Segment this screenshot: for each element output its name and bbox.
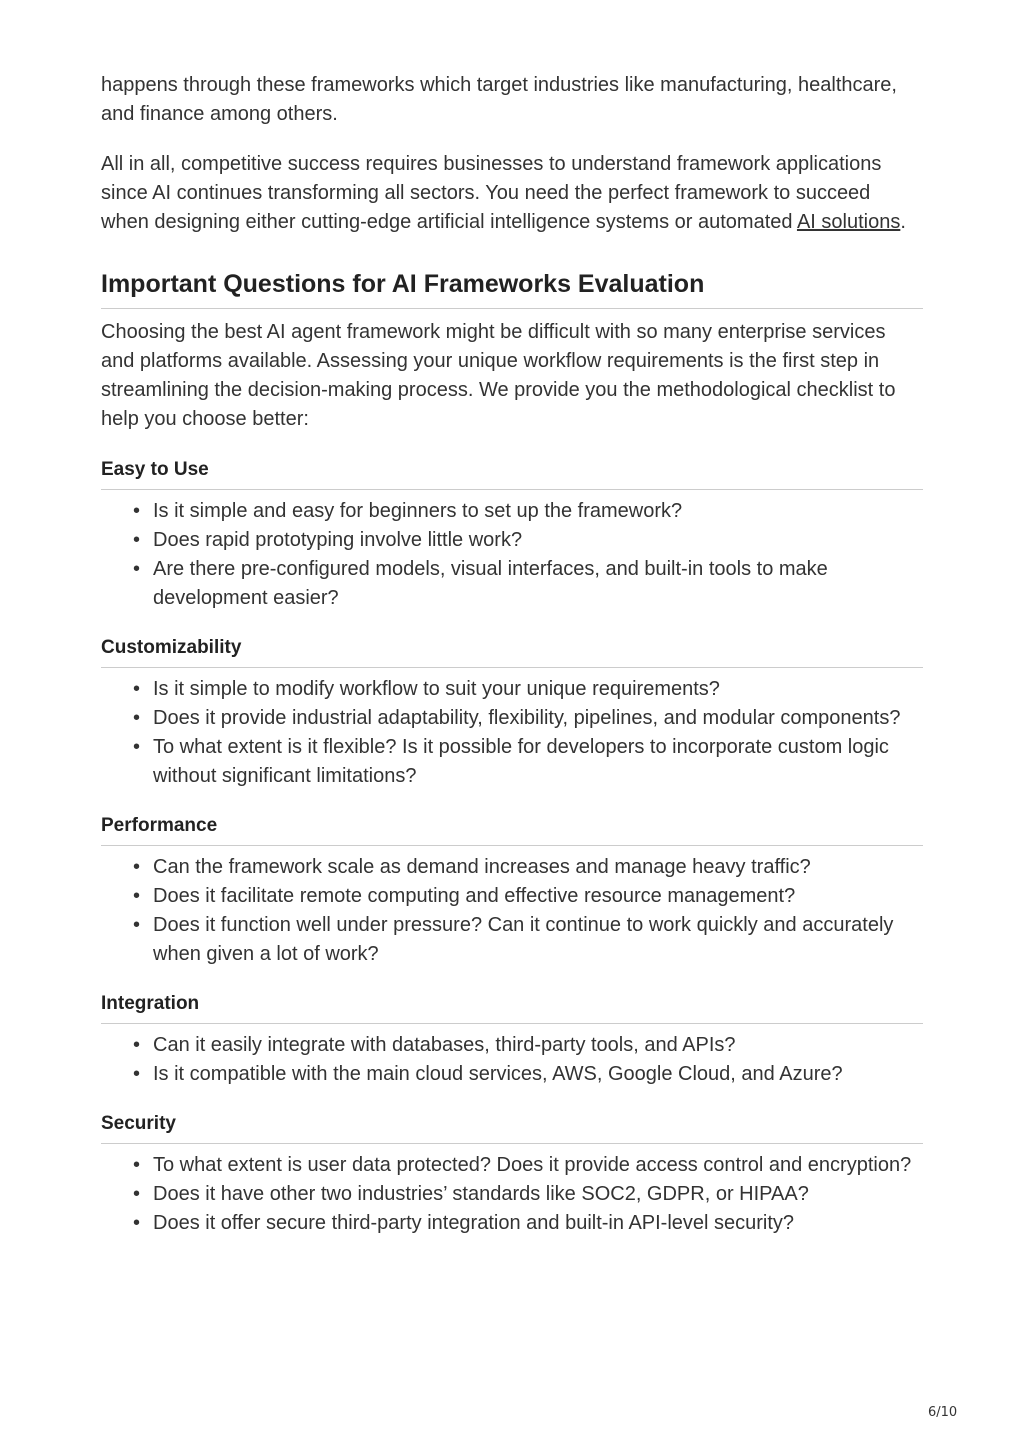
- list-item: • Can it easily integrate with databases, third-party tools, and APIs?: [153, 1031, 923, 1060]
- list-item: • Does it function well under pressure? Can it continue to work quickly and accurately when given a lot of work?: [153, 911, 923, 969]
- bullet-icon: •: [133, 1034, 141, 1056]
- bullet-icon: •: [133, 558, 141, 580]
- bullet-icon: •: [133, 885, 141, 907]
- paragraph-period: .: [900, 211, 906, 233]
- performance-list: [101, 853, 923, 969]
- bullet-icon: •: [133, 529, 141, 551]
- integration-list: [101, 1031, 923, 1089]
- paragraph-competitive-success: [101, 150, 923, 237]
- paragraph-text: All in all, competitive success requires businesses to understand framework applications since AI continues transforming all sectors. You need the perfect framework to succeed when designing either cutting-edge artificial intelligence systems or automated: [101, 153, 882, 233]
- document-body: [101, 71, 923, 1238]
- bullet-icon: •: [133, 1212, 141, 1234]
- subsection-heading-customizability: Customizability: [101, 634, 923, 668]
- list-item: • Are there pre-configured models, visual interfaces, and built-in tools to make development easier?: [153, 555, 923, 613]
- list-item: • To what extent is it flexible? Is it possible for developers to incorporate custom logic without significant limitations?: [153, 733, 923, 791]
- security-list: [101, 1151, 923, 1238]
- list-item: • Does it provide industrial adaptability, flexibility, pipelines, and modular components?: [153, 704, 923, 733]
- list-item: • Does it offer secure third-party integration and built-in API-level security?: [153, 1209, 923, 1238]
- bullet-icon: •: [133, 707, 141, 729]
- subsection-heading-easy-to-use: Easy to Use: [101, 456, 923, 490]
- section-heading: Important Questions for AI Frameworks Evaluation: [101, 267, 923, 309]
- list-item: • To what extent is user data protected? Does it provide access control and encryption?: [153, 1151, 923, 1180]
- subsection-heading-integration: Integration: [101, 990, 923, 1024]
- bullet-icon: •: [133, 856, 141, 878]
- bullet-icon: •: [133, 736, 141, 758]
- customizability-list: [101, 675, 923, 791]
- paragraph-frameworks-industries: happens through these frameworks which target industries like manufacturing, healthcare, and finance among others.: [101, 74, 897, 125]
- easy-to-use-list: [101, 497, 923, 613]
- list-item: • Is it simple and easy for beginners to set up the framework?: [153, 497, 923, 526]
- bullet-icon: •: [133, 1063, 141, 1085]
- bullet-icon: •: [133, 500, 141, 522]
- list-item: • Can the framework scale as demand increases and manage heavy traffic?: [153, 853, 923, 882]
- bullet-icon: •: [133, 678, 141, 700]
- list-item: • Is it simple to modify workflow to suit your unique requirements?: [153, 675, 923, 704]
- bullet-icon: •: [133, 914, 141, 936]
- section-intro: Choosing the best AI agent framework might be difficult with so many enterprise services and platforms available. Assessing your unique workflow requirements is the first step in streamlining the decision-making process. We provide you the methodological checklist to help you choose better:: [101, 321, 896, 430]
- subsection-heading-performance: Performance: [101, 812, 923, 846]
- subsection-heading-security: Security: [101, 1110, 923, 1144]
- list-item: • Is it compatible with the main cloud services, AWS, Google Cloud, and Azure?: [153, 1060, 923, 1089]
- list-item: • Does rapid prototyping involve little work?: [153, 526, 923, 555]
- list-item: • Does it have other two industries’ standards like SOC2, GDPR, or HIPAA?: [153, 1180, 923, 1209]
- bullet-icon: •: [133, 1183, 141, 1205]
- ai-solutions-link[interactable]: AI solutions: [796, 211, 901, 233]
- bullet-icon: •: [133, 1154, 141, 1176]
- list-item: • Does it facilitate remote computing and effective resource management?: [153, 882, 923, 911]
- page-number: 6/10: [928, 1405, 958, 1420]
